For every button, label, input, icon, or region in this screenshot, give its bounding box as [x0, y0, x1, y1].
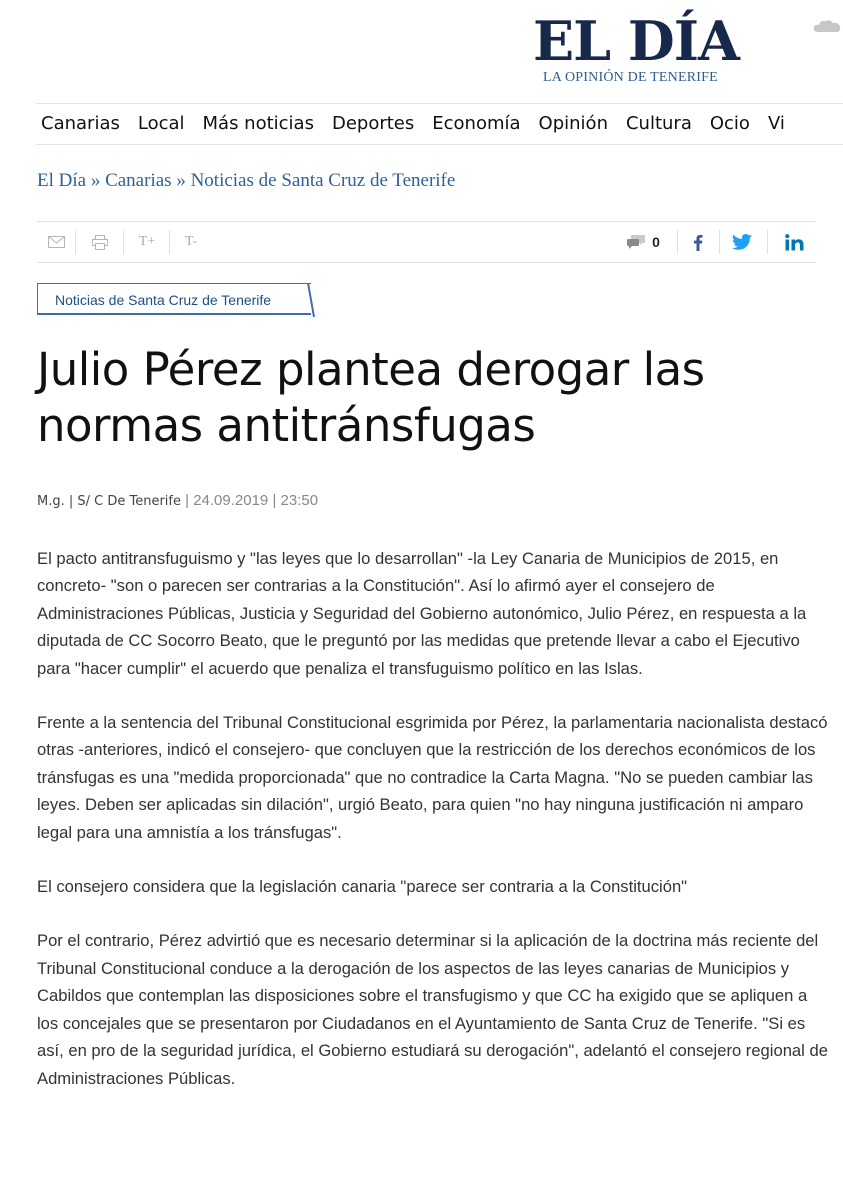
- site-tagline: LA OPINIÓN DE TENERIFE: [543, 70, 718, 85]
- article-toolbar: [37, 221, 816, 263]
- section-tag-label: Noticias de Santa Cruz de Tenerife: [55, 292, 272, 308]
- breadcrumb-separator: »: [90, 170, 101, 191]
- nav-item-local[interactable]: Local: [137, 113, 185, 134]
- nav-item-ocio[interactable]: Ocio: [709, 113, 750, 134]
- nav-item-canarias[interactable]: Canarias: [41, 113, 120, 134]
- nav-item-deportes[interactable]: Deportes: [331, 113, 415, 134]
- breadcrumb: [37, 170, 455, 192]
- article-paragraph: El consejero considera que la legislación canaria "parece ser contraria a la Constitución": [37, 877, 688, 897]
- facebook-icon[interactable]: [687, 222, 709, 262]
- article-paragraph: Frente a la sentencia del Tribunal Constitucional esgrimida por Pérez, la parlamentaria nacionalista destacó otras -anteriores, indicó el consejero- que concluyen que la restricción de los derechos económicos de los tránsfugas es una "medida proporcionada" que no contradice la Carta Magna. "No se pueden cambiar las leyes. Deben ser aplicadas sin dilación", urgió Beato, para quien "no hay ninguna justificación ni amparo legal para una amnistía a los tránsfugas".: [37, 713, 828, 842]
- nav-item-cultura[interactable]: Cultura: [625, 113, 692, 134]
- nav-item-economia[interactable]: Economía: [432, 113, 521, 134]
- article-headline: Julio Pérez plantea derogar las normas antitránsfugas: [37, 343, 705, 452]
- nav-item-truncated[interactable]: Vi: [767, 113, 785, 134]
- comment-count: 0: [652, 234, 660, 250]
- article-author: M.g. | S/ C De Tenerife: [37, 494, 181, 509]
- main-nav: [36, 103, 843, 145]
- font-decrease-icon[interactable]: T-: [185, 234, 197, 249]
- breadcrumb-link-section[interactable]: Noticias de Santa Cruz de Tenerife: [190, 170, 456, 191]
- mail-icon[interactable]: [45, 222, 67, 262]
- section-tag[interactable]: [37, 283, 311, 315]
- article-byline: [37, 492, 318, 509]
- section-tag-edge: [307, 283, 315, 317]
- nav-item-opinion[interactable]: Opinión: [538, 113, 608, 134]
- nav-item-mas-noticias[interactable]: Más noticias: [202, 113, 314, 134]
- article-paragraph: Por el contrario, Pérez advirtió que es necesario determinar si la aplicación de la doctrina más reciente del Tribunal Constitucional conduce a la derogación de los aspectos de las leyes canarias de Municipios y Cabildos que contemplan las disposiciones sobre el transfugismo y que CC ha exigido que se apliquen a los concejales que se presentaron por Ciudadanos en el Ayuntamiento de Santa Cruz de Tenerife. "Si es así, en pro de la seguridad jurídica, el Gobierno estudiará su derogación", adelantó el consejero regional de Administraciones Públicas.: [37, 931, 828, 1088]
- site-logo[interactable]: EL DÍA: [533, 9, 739, 73]
- breadcrumb-separator: »: [176, 170, 186, 191]
- comments-icon[interactable]: [625, 222, 647, 262]
- breadcrumb-link-canarias[interactable]: Canarias: [105, 170, 172, 191]
- article-datetime: | 24.09.2019 | 23:50: [185, 492, 319, 509]
- article-paragraph: El pacto antitransfuguismo y "las leyes que lo desarrollan" -la Ley Canaria de Municipios de 2015, en concreto- "son o parecen ser contrarias a la Constitución". Así lo afirmó ayer el consejero de Administraciones Públicas, Justicia y Seguridad del Gobierno autonómico, Julio Pérez, en respuesta a la diputada de CC Socorro Beato, que le preguntó por las medidas que pretende llevar a cabo el Ejecutivo para "hacer cumplir" el acuerdo que penaliza el transfuguismo político en las Islas.: [37, 549, 807, 678]
- twitter-icon[interactable]: [729, 222, 755, 262]
- linkedin-icon[interactable]: [781, 222, 807, 262]
- font-increase-icon[interactable]: T+: [138, 234, 156, 249]
- masthead: [0, 0, 843, 100]
- article-body: [37, 545, 832, 1119]
- print-icon[interactable]: [89, 222, 111, 262]
- breadcrumb-link-el-dia[interactable]: El Día: [37, 170, 87, 191]
- cloud-icon[interactable]: [812, 18, 842, 34]
